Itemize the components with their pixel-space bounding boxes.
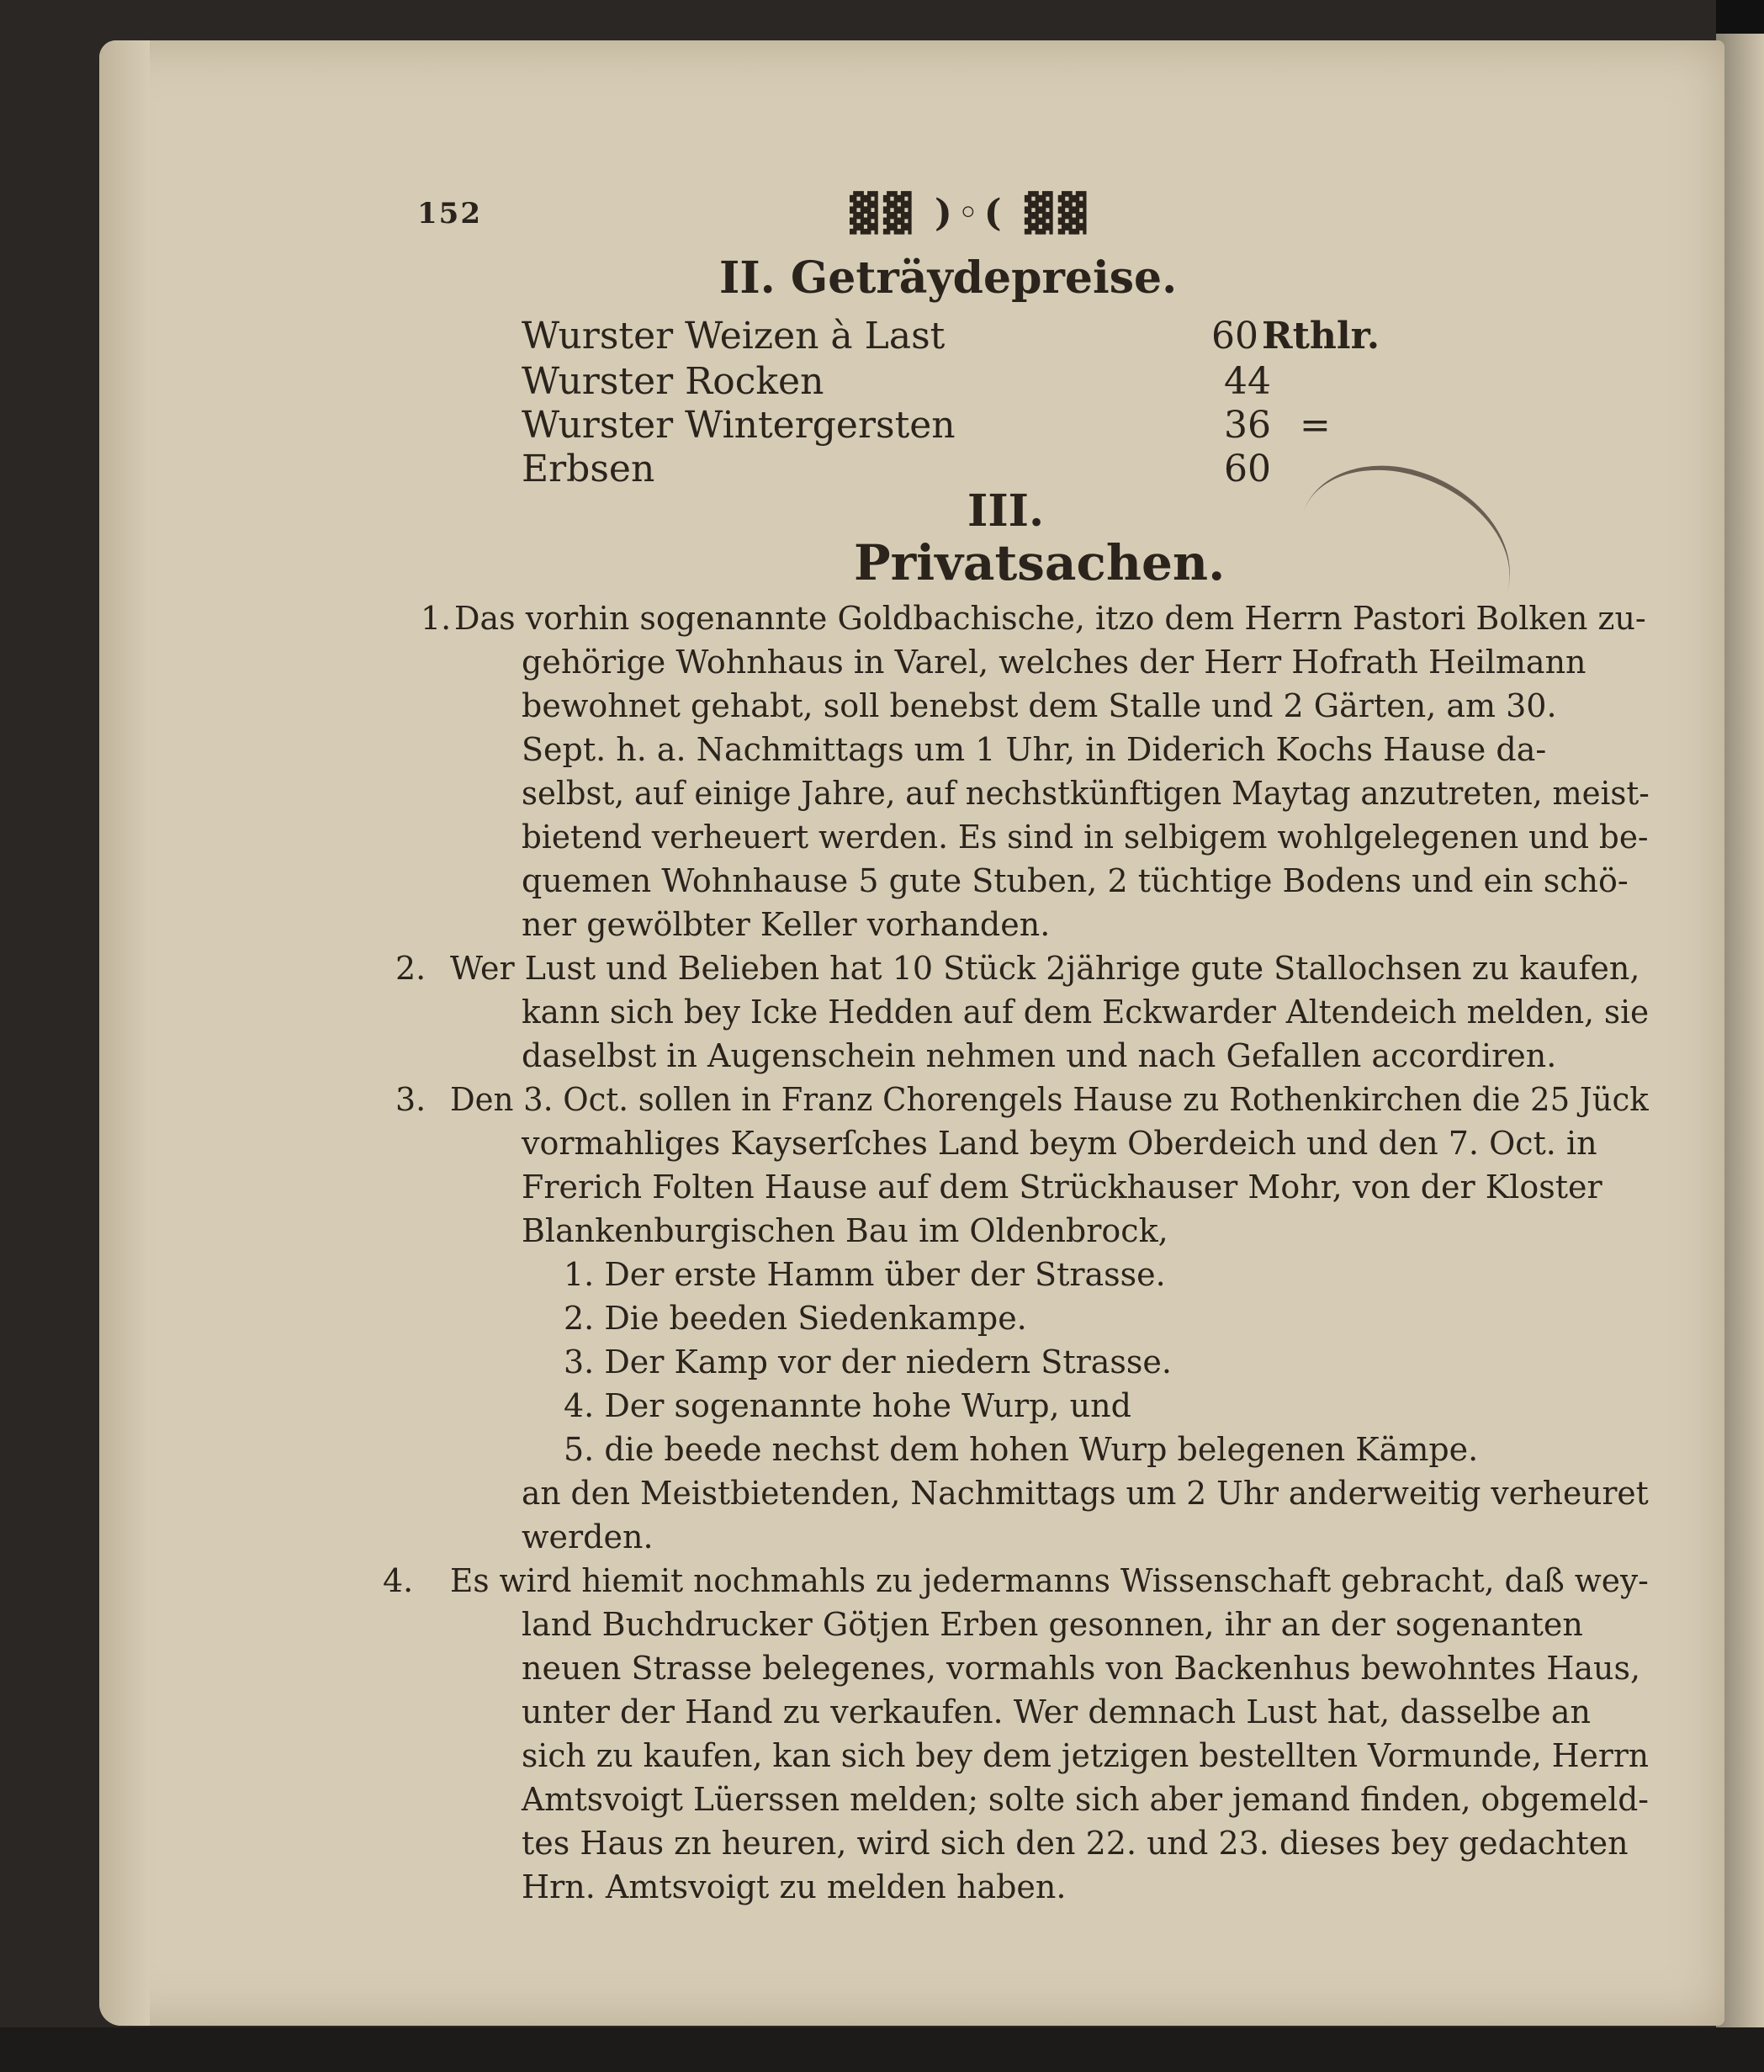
price-item: Wurster Wintergersten (522, 404, 956, 447)
header-ornament: ▓▓ )◦( ▓▓ (850, 192, 1092, 235)
item-number: 3. (395, 1081, 426, 1118)
price-unit: Rthlr. (1262, 315, 1380, 358)
price-value: 36 (1224, 404, 1271, 447)
price-value: 60 (1224, 448, 1271, 490)
text-line: gehörige Wohnhaus in Varel, welches der Herr Hofrath Heilmann (522, 644, 1587, 681)
item-number: 4. (383, 1562, 414, 1599)
text-line: neuen Strasse belegenes, vormahls von Backenhus bewohntes Haus, (522, 1650, 1641, 1687)
scan-margin-bottom (0, 2027, 1764, 2072)
item-number: 2. (395, 950, 426, 987)
scan-margin-top-right (1716, 0, 1764, 38)
text-line: Hrn. Amtsvoigt zu melden haben. (522, 1868, 1067, 1905)
price-item: Wurster Rocken (522, 360, 824, 403)
price-unit: = (1300, 404, 1331, 447)
text-line: Wer Lust und Belieben hat 10 Stück 2jährige gute Stallochsen zu kaufen, (450, 950, 1640, 987)
text-line: ner gewölbter Keller vorhanden. (522, 906, 1051, 943)
text-line: tes Haus zn heuren, wird sich den 22. und 23. dieses bey gedachten (522, 1825, 1629, 1862)
text-line: land Buchdrucker Götjen Erben gesonnen, ihr an der sogenanten (522, 1606, 1583, 1643)
text-line: Amtsvoigt Lüerssen melden; solte sich aber jemand finden, obgemeld- (522, 1781, 1649, 1818)
page-number: 152 (417, 197, 482, 231)
sub-item: 1. Der erste Hamm über der Strasse. (564, 1256, 1166, 1293)
sub-item: 5. die beede nechst dem hohen Wurp belegenen Kämpe. (564, 1431, 1479, 1468)
text-line: Blankenburgischen Bau im Oldenbrock, (522, 1212, 1168, 1249)
private-heading: Privatsachen. (854, 534, 1226, 591)
page-gutter-shadow (99, 40, 150, 2026)
text-line: Sept. h. a. Nachmittags um 1 Uhr, in Diderich Kochs Hause da- (522, 731, 1547, 768)
text-line: vormahliges Kayserſches Land beym Oberdeich und den 7. Oct. in (522, 1125, 1597, 1162)
text-line: Den 3. Oct. sollen in Franz Chorengels Hause zu Rothenkirchen die 25 Jück (450, 1081, 1649, 1118)
price-item: Erbsen (522, 448, 655, 490)
price-value: 44 (1224, 360, 1271, 403)
text-line: sich zu kaufen, kan sich bey dem jetzigen bestellten Vormunde, Herrn (522, 1737, 1650, 1774)
text-line: kann sich bey Icke Hedden auf dem Eckwarder Altendeich melden, sie (522, 994, 1650, 1031)
text-line: Es wird hiemit nochmahls zu jedermanns Wissenschaft gebracht, daß wey- (450, 1562, 1649, 1599)
private-section-number: III. (967, 485, 1045, 537)
price-value: 60 (1211, 315, 1258, 358)
prices-heading: II. Geträydepreise. (719, 252, 1178, 304)
price-item: Wurster Weizen à Last (522, 315, 946, 358)
sub-item: 3. Der Kamp vor der niedern Strasse. (564, 1343, 1173, 1380)
text-line: unter der Hand zu verkaufen. Wer demnach Lust hat, dasselbe an (522, 1693, 1591, 1730)
text-line: an den Meistbietenden, Nachmittags um 2 Uhr anderweitig verheuret (522, 1475, 1649, 1512)
text-line: Frerich Folten Hause auf dem Strückhauser Mohr, von der Kloster (522, 1168, 1602, 1206)
text-line: quemen Wohnhause 5 gute Stuben, 2 tüchtige Bodens und ein schö- (522, 862, 1629, 899)
text-line: selbst, auf einige Jahre, auf nechstkünftigen Maytag anzutreten, meist- (522, 775, 1650, 812)
text-line: werden. (522, 1518, 654, 1555)
text-line: daselbst in Augenschein nehmen und nach Gefallen accordiren. (522, 1037, 1557, 1074)
item-number: 1. (421, 600, 452, 637)
text-line: bewohnet gehabt, soll benebst dem Stalle und 2 Gärten, am 30. (522, 687, 1557, 724)
sub-item: 2. Die beeden Siedenkampe. (564, 1300, 1027, 1337)
sub-item: 4. Der sogenannte hohe Wurp, und (564, 1387, 1131, 1424)
text-line: Das vorhin sogenannte Goldbachische, itzo dem Herrn Pastori Bolken zu- (454, 600, 1646, 637)
text-line: bietend verheuert werden. Es sind in selbigem wohlgelegenen und be- (522, 819, 1649, 856)
